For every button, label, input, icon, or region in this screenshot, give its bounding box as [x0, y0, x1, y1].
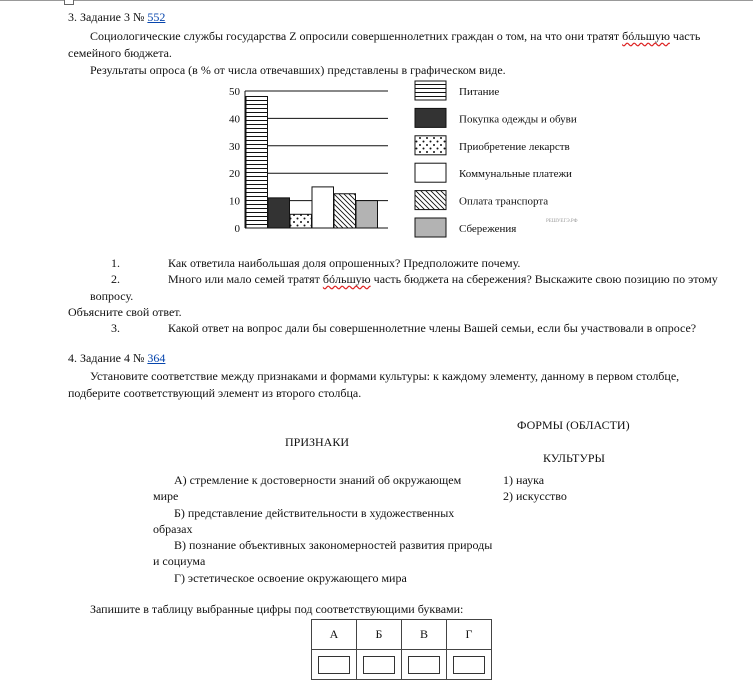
sign-item-v-cont: и социума [153, 554, 206, 568]
question-2-text [168, 272, 750, 287]
question-2-number: 2. [111, 272, 120, 286]
survey-bar-chart [215, 80, 595, 245]
sign-item-b: Б) представление действительности в художественных [174, 506, 455, 520]
question-1-text: Как ответила наибольшая доля опрошенных? Предположите почему. [168, 256, 521, 270]
legend-label-2: Покупка одежды и обуви [459, 113, 577, 126]
answer-cell-b [357, 650, 402, 680]
answer-input-v[interactable] [408, 656, 440, 674]
y-tick-label: 50 [229, 86, 240, 98]
answer-input-g[interactable] [453, 656, 485, 674]
legend-swatch-1 [415, 81, 446, 100]
answer-cell-a [312, 650, 357, 680]
form-item-2: 2) искусство [503, 489, 567, 503]
forms-header-line1: ФОРМЫ (ОБЛАСТИ) [517, 418, 630, 432]
sign-item-a-cont: мире [153, 489, 179, 503]
question-3-number: 3. [111, 321, 120, 335]
sign-item-b-cont: образах [153, 522, 193, 536]
task4-number-link[interactable]: 364 [147, 351, 166, 365]
task4-intro-line1: Установите соответствие между признаками и формами культуры: к каждому элементу, данному в первом столбце, [90, 369, 680, 383]
task3-intro-text: Социологические службы государства Z опросили совершеннолетних граждан о том, на что они тратят [90, 29, 620, 43]
forms-header-line2: КУЛЬТУРЫ [543, 451, 605, 465]
legend-label-3: Приобретение лекарств [459, 140, 570, 153]
bar-2 [268, 198, 290, 228]
question-2-wavy-word: бóльшую [322, 272, 371, 286]
legend-swatch-3 [415, 136, 446, 155]
answer-letter-b: Б [357, 620, 402, 650]
answer-input-b[interactable] [363, 656, 395, 674]
legend-swatch-6 [415, 218, 446, 237]
question-2-text-before: Много или мало семей тратят [168, 272, 320, 286]
sign-item-v: В) познание объективных закономерностей развития природы [174, 538, 493, 552]
y-tick-label: 0 [234, 223, 240, 235]
answer-table [311, 619, 492, 680]
task3-intro-line2: семейного бюджета. [68, 46, 172, 60]
task3-number-link[interactable]: 552 [147, 10, 166, 24]
y-tick-label: 30 [229, 140, 240, 153]
y-tick-label: 20 [229, 168, 240, 181]
legend-swatch-2 [415, 108, 446, 127]
question-2-text-after: часть бюджета на сбережения? Выскажите свою позицию по этому [373, 272, 718, 286]
bar-6 [356, 201, 378, 228]
form-item-1: 1) наука [503, 473, 545, 487]
question-3-text: Какой ответ на вопрос дали бы совершеннолетние члены Вашей семьи, если бы участвовали в опросе? [168, 321, 697, 335]
task3-heading-prefix: 3. Задание 3 № [68, 10, 145, 24]
answer-cell-g [447, 650, 492, 680]
bar-5 [334, 194, 356, 228]
task4-heading [68, 351, 165, 366]
answer-letter-a: А [312, 620, 357, 650]
signs-header: ПРИЗНАКИ [285, 435, 350, 449]
y-tick-label: 10 [229, 195, 240, 208]
answer-input-a[interactable] [318, 656, 350, 674]
answer-table-input-row [312, 650, 492, 680]
bar-3 [290, 214, 312, 228]
table-instruction: Запишите в таблицу выбранные цифры под соответствующими буквами: [90, 602, 464, 616]
legend-label-4: Коммунальные платежи [459, 168, 572, 181]
y-tick-label: 40 [229, 113, 240, 126]
bar-4 [312, 187, 334, 228]
legend-label-5: Оплата транспорта [459, 195, 549, 208]
task4-intro-line2: подберите соответствующий элемент из второго столбца. [68, 386, 362, 400]
task4-heading-prefix: 4. Задание 4 № [68, 351, 145, 365]
task3-intro-line3: Результаты опроса (в % от числа отвечавших) представлены в графическом виде. [90, 63, 506, 77]
question-2-continuation: вопросу. [90, 289, 134, 303]
sign-item-a: А) стремление к достоверности знаний об окружающем [174, 473, 462, 487]
question-2-explain: Объясните свой ответ. [68, 305, 182, 319]
legend-swatch-5 [415, 191, 446, 210]
legend-swatch-4 [415, 163, 446, 182]
legend-label-1: Питание [459, 86, 500, 98]
answer-table-header-row [312, 620, 492, 650]
page-corner-mark [64, 0, 74, 5]
question-1 [111, 256, 120, 271]
bar-1 [246, 96, 268, 228]
task3-intro-wavy-word: бóльшую [622, 29, 670, 43]
task3-intro-end: часть [672, 29, 701, 43]
page-top-rule [0, 0, 753, 1]
chart-watermark: РЕШУЕГЭ.РФ [546, 219, 578, 224]
legend-label-6: Сбережения [459, 223, 517, 235]
sign-item-g: Г) эстетическое освоение окружающего мира [174, 571, 407, 585]
answer-letter-g: Г [447, 620, 492, 650]
question-1-number: 1. [111, 256, 120, 270]
answer-letter-v: В [402, 620, 447, 650]
answer-cell-v [402, 650, 447, 680]
task3-intro-line1 [90, 29, 750, 44]
task3-heading [68, 10, 165, 25]
